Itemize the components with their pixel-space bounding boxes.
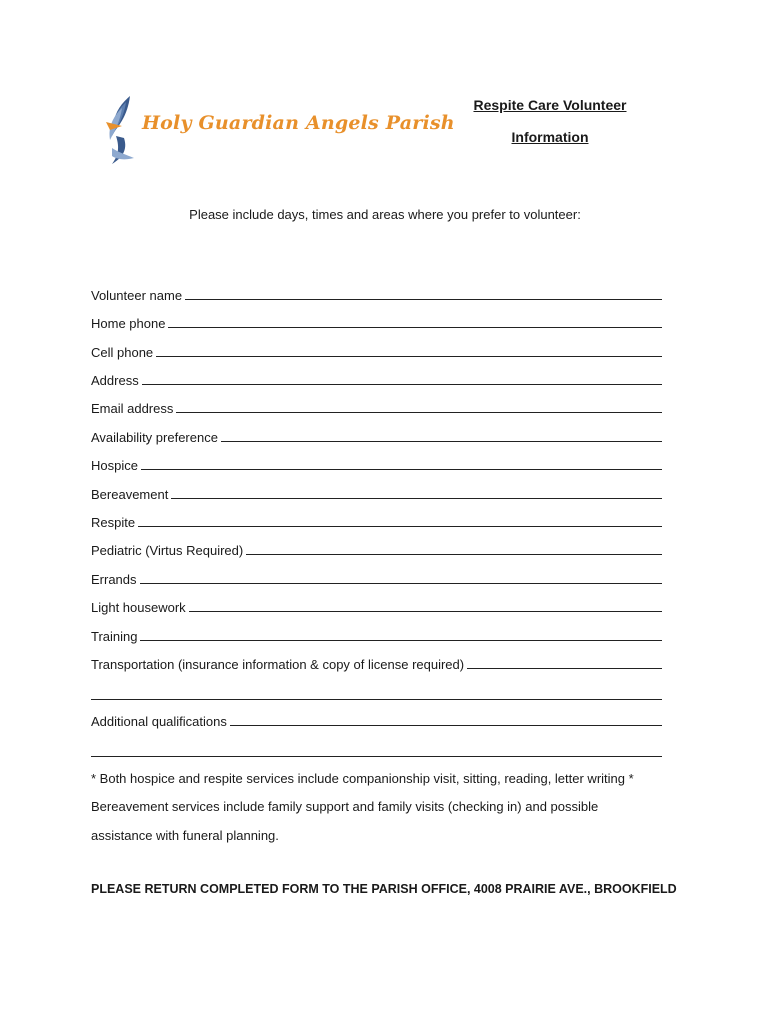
- field-line[interactable]: [246, 554, 662, 555]
- form-title-line1: Respite Care Volunteer: [473, 97, 627, 113]
- field-line[interactable]: [230, 725, 662, 726]
- return-instructions: PLEASE RETURN COMPLETED FORM TO THE PARISH OFFICE, 4008 PRAIRIE AVE., BROOKFIELD: [91, 882, 677, 896]
- field-volunteer-name[interactable]: [91, 285, 662, 303]
- field-label: Respite: [91, 515, 136, 530]
- field-transportation[interactable]: [91, 654, 662, 672]
- field-additional-qualifications-continued-line[interactable]: [91, 756, 662, 757]
- form-title-line2: Information: [511, 129, 589, 145]
- services-note-line1: * Both hospice and respite services include companionship visit, sitting, reading, letter writing *: [91, 771, 634, 786]
- field-label: Cell phone: [91, 345, 154, 360]
- field-line[interactable]: [140, 583, 662, 584]
- field-line[interactable]: [176, 412, 662, 413]
- field-label: Transportation (insurance information & copy of license required): [91, 657, 465, 672]
- field-label: Volunteer name: [91, 288, 183, 303]
- field-errands[interactable]: [91, 569, 662, 587]
- field-line[interactable]: [467, 668, 662, 669]
- field-light-housework[interactable]: [91, 597, 662, 615]
- field-line[interactable]: [185, 299, 662, 300]
- field-line[interactable]: [138, 526, 662, 527]
- field-label: Light housework: [91, 600, 186, 615]
- field-line[interactable]: [141, 469, 662, 470]
- field-label: Pediatric (Virtus Required): [91, 543, 244, 558]
- field-line[interactable]: [171, 498, 662, 499]
- services-note-line2: Bereavement services include family support and family visits (checking in) and possible: [91, 799, 599, 814]
- field-transportation-continued-line[interactable]: [91, 699, 662, 700]
- intro-text: Please include days, times and areas where you prefer to volunteer:: [189, 207, 581, 222]
- field-line[interactable]: [156, 356, 662, 357]
- field-pediatric[interactable]: [91, 540, 662, 558]
- field-label: Errands: [91, 572, 137, 587]
- services-note-line3: assistance with funeral planning.: [91, 828, 279, 843]
- field-line[interactable]: [140, 640, 662, 641]
- logo-text: Holy Guardian Angels Parish: [142, 112, 455, 134]
- field-hospice[interactable]: [91, 455, 662, 473]
- field-label: Training: [91, 629, 138, 644]
- field-label: Bereavement: [91, 487, 169, 502]
- field-label: Hospice: [91, 458, 138, 473]
- field-line[interactable]: [221, 441, 662, 442]
- field-line[interactable]: [142, 384, 662, 385]
- parish-logo: [100, 92, 455, 172]
- field-label: Additional qualifications: [91, 714, 227, 729]
- field-label: Email address: [91, 401, 174, 416]
- field-label: Availability preference: [91, 430, 218, 445]
- field-respite[interactable]: [91, 512, 662, 530]
- field-email-address[interactable]: [91, 398, 662, 416]
- field-home-phone[interactable]: [91, 313, 662, 331]
- field-line[interactable]: [189, 611, 662, 612]
- field-line[interactable]: [168, 327, 662, 328]
- field-additional-qualifications[interactable]: [91, 711, 662, 729]
- field-label: Home phone: [91, 316, 166, 331]
- field-label: Address: [91, 373, 139, 388]
- field-cell-phone[interactable]: [91, 342, 662, 360]
- field-availability-preference[interactable]: [91, 427, 662, 445]
- field-bereavement[interactable]: [91, 484, 662, 502]
- field-training[interactable]: [91, 626, 662, 644]
- field-address[interactable]: [91, 370, 662, 388]
